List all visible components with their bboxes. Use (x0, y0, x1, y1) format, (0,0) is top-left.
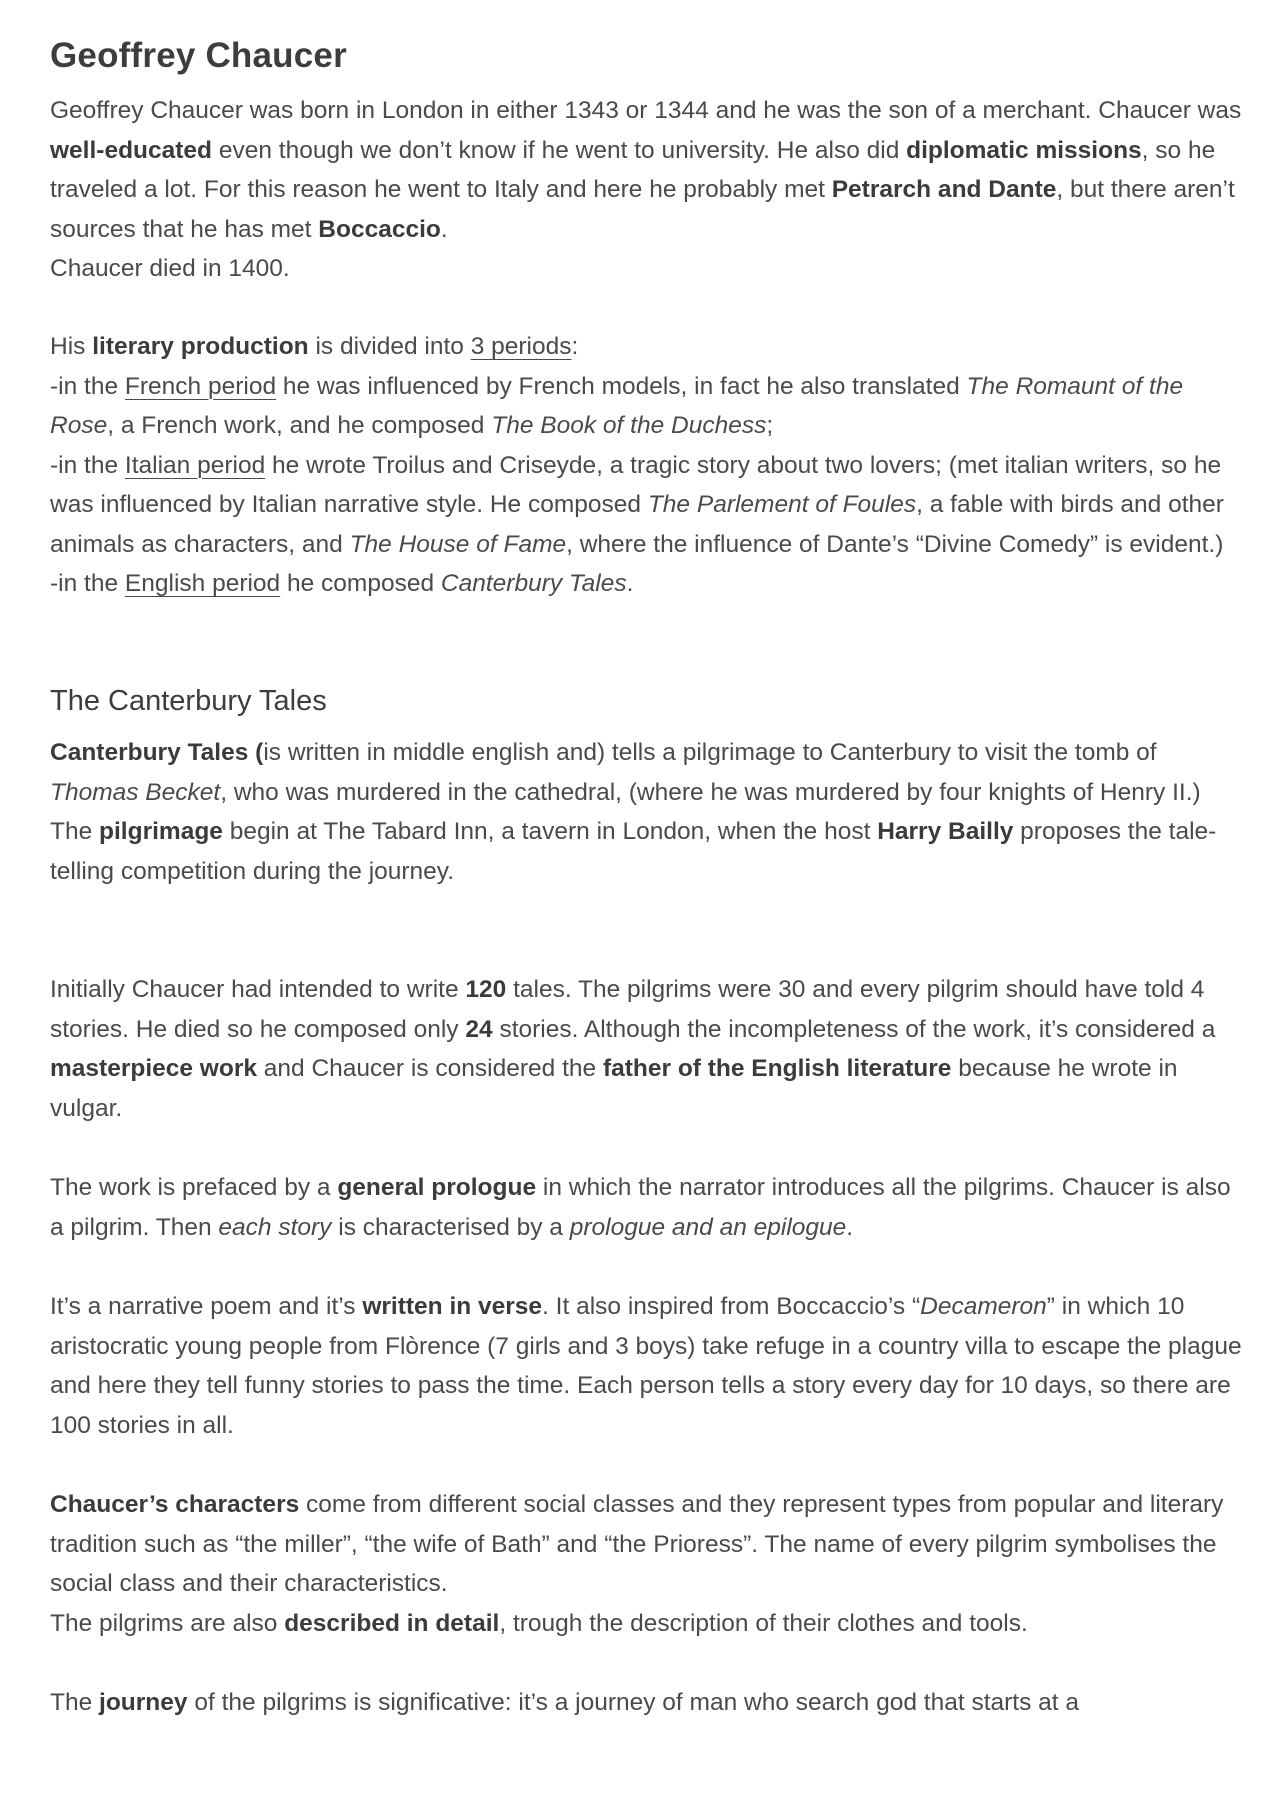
prod-fr-a: -in the (50, 372, 125, 400)
prod-en-a: -in the (50, 570, 125, 597)
p2-bold-4: father of the English literature (602, 1055, 952, 1082)
p2-text-f: because he wrote in vulgar. (50, 1055, 1178, 1122)
p5-bold-1: Chaucer’s characters (50, 1491, 300, 1518)
prod-en-b: he composed (280, 570, 441, 597)
tales-paragraph-2 (50, 970, 1250, 1128)
bio-paragraph (50, 91, 1250, 289)
p4-text-c: . It also inspired from Boccaccio’s “ (542, 1293, 921, 1320)
p3-italic-2: prologue and an epilogue (569, 1213, 847, 1241)
prod-it-underline: Italian period (124, 451, 266, 479)
prod-intro-a: His (50, 333, 93, 360)
p2-bold-2: 24 (465, 1015, 493, 1043)
p5-text-c: The pilgrims are also (50, 1609, 285, 1637)
production-paragraph (50, 327, 1250, 604)
p1-italic: Thomas Becket (50, 778, 221, 806)
prod-fr-d: ; (766, 412, 774, 439)
tales-paragraph-4 (50, 1287, 1250, 1445)
p2-bold-3: masterpiece work (50, 1055, 257, 1082)
p5-bold-2: described in detail (284, 1609, 500, 1637)
tales-paragraph-6 (50, 1683, 1250, 1723)
tales-paragraph-3 (50, 1168, 1250, 1247)
bio-bold-3: Petrarch and Dante (831, 176, 1057, 203)
prod-intro-underline: 3 periods (470, 333, 572, 360)
p1-bold-2: pilgrimage (99, 818, 223, 845)
prod-fr-italic-1: The Romaunt of the Rose (50, 372, 1184, 439)
page-title: Geoffrey Chaucer (50, 36, 347, 75)
p2-text-e: and Chaucer is considered the (257, 1055, 603, 1082)
p2-text-d: stories. Although the incompleteness of the work, it’s considered a (492, 1015, 1216, 1043)
prod-it-b: he wrote Troilus and Criseyde, a tragic story about two lovers; (met italian writers, so he was influenced by Italian narrative style. He composed (50, 451, 1222, 518)
p2-bold-1: 120 (465, 976, 507, 1003)
bio-text-4: , but there aren’t sources that he has met (50, 176, 1235, 243)
prod-en-c: . (626, 570, 634, 597)
p6-text-a: The (50, 1689, 100, 1716)
p1-text-c: , who was murdered in the cathedral, (where he was murdered by four knights of Henry II.) (220, 778, 1201, 806)
p4-bold: written in verse (362, 1293, 543, 1320)
prod-fr-italic-2: The Book of the Duchess (491, 412, 767, 439)
p3-text-a: The work is prefaced by a (50, 1174, 338, 1201)
prod-intro-d: : (571, 333, 579, 360)
p4-italic: Decameron (920, 1293, 1047, 1320)
p6-bold: journey (99, 1689, 188, 1716)
p1-bold-1: Canterbury Tales ( (50, 739, 264, 766)
prod-fr-b: he was influenced by French models, in fact he also translated (276, 372, 967, 400)
p1-text-a: is written in middle english and) tells a pilgrimage to Canterbury to visit the tomb of (263, 739, 1157, 766)
p6-text-c: of the pilgrims is significative: it’s a journey of man who search god that starts at a (187, 1689, 1080, 1716)
section-heading-canterbury: The Canterbury Tales (50, 685, 327, 717)
p5-text-a: come from different social classes and they represent types from popular and literary tradition such as “the miller”, “the wife of Bath” and “the Prioress”. The name of every pilgrim symbolises the social class and their characteristics. (50, 1491, 1224, 1597)
bio-death: Chaucer died in 1400. (50, 255, 290, 282)
p3-text-e: . (846, 1213, 854, 1241)
p4-text-d: ” in which 10 aristocratic young people from Flòrence (7 girls and 3 boys) take refuge in a country villa to escape the plague and here they tell funny stories to pass the time. Each person tells a story every day for 10 days, so there are 100 stories in all. (50, 1293, 1242, 1439)
prod-it-italic-1: The Parlement of Foules (647, 491, 917, 518)
p4-text-a: It’s a narrative poem and it’s (50, 1293, 363, 1320)
p1-text-d: The (50, 818, 100, 845)
prod-it-c: , a fable with birds and other animals as characters, and (50, 491, 1224, 558)
prod-intro-bold: literary production (92, 333, 309, 360)
bio-bold-1: well-educated (50, 136, 213, 164)
bio-text-1: Geoffrey Chaucer was born in London in either 1343 or 1344 and he was the son of a merchant. Chaucer was (50, 97, 1242, 124)
p3-text-d: is characterised by a (331, 1213, 570, 1241)
prod-it-d: , where the influence of Dante’s “Divine Comedy” is evident.) (566, 530, 1224, 558)
p1-text-f: proposes the tale-telling competition during the journey. (50, 818, 1217, 885)
prod-en-underline: English period (124, 570, 281, 597)
p2-text-a: Initially Chaucer had intended to write (50, 976, 466, 1003)
prod-fr-c: , a French work, and he composed (107, 412, 492, 439)
p1-bold-3: Harry Bailly (877, 818, 1014, 845)
prod-intro-c: is divided into (308, 333, 471, 360)
bio-text-3: , so he traveled a lot. For this reason he went to Italy and here he probably met (50, 136, 1216, 203)
prod-it-italic-2: The House of Fame (349, 530, 567, 558)
p2-text-c: tales. The pilgrims were 30 and every pilgrim should have told 4 stories. He died so he composed only (50, 976, 1205, 1043)
bio-text-5: . (440, 215, 448, 243)
p1-text-e: begin at The Tabard Inn, a tavern in London, when the host (222, 818, 878, 845)
bio-bold-4: Boccaccio (318, 215, 441, 243)
p3-italic-1: each story (218, 1213, 332, 1241)
bio-bold-2: diplomatic missions (906, 136, 1142, 164)
prod-fr-underline: French period (124, 372, 277, 400)
tales-paragraph-5 (50, 1485, 1250, 1643)
p5-text-d: , trough the description of their clothes and tools. (499, 1609, 1028, 1637)
p3-bold: general prologue (337, 1174, 537, 1201)
p3-text-c: in which the narrator introduces all the pilgrims. Chaucer is also a pilgrim. Then (50, 1174, 1231, 1241)
tales-paragraph-1 (50, 733, 1250, 891)
prod-en-italic: Canterbury Tales (440, 570, 627, 597)
bio-text-2: even though we don’t know if he went to university. He also did (212, 136, 907, 164)
prod-it-a: -in the (50, 451, 125, 479)
